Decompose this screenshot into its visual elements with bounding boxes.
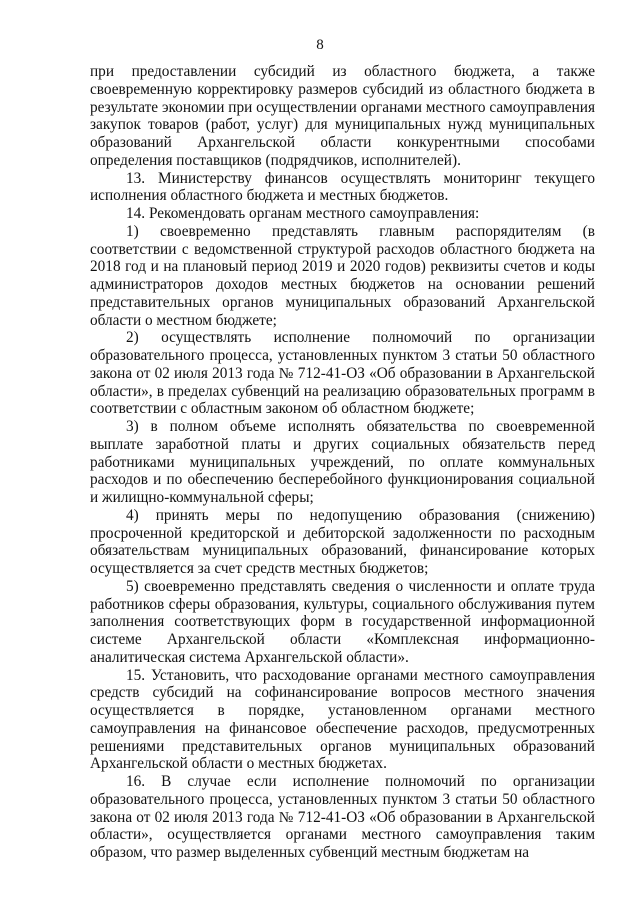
paragraph-subitem-1: 1) своевременно представлять главным распорядителям (в соответствии с ведомственной структурой расходов областного бюджета на 2018 год и на плановый период 2019 и 2020 годов) реквизиты счетов и коды администраторов доходов местных бюджетов на основании решений представительных органов муниципальных образований Архангельской области о местном бюджете;	[90, 222, 595, 329]
paragraph-subitem-3: 3) в полном объеме исполнять обязательства по своевременной выплате заработной платы и других социальных обязательств перед работниками муниципальных учреждений, по оплате коммунальных расходов и по обеспечению бесперебойного функционирования социальной и жилищно-коммунальной сферы;	[90, 418, 595, 506]
paragraph-item-13: 13. Министерству финансов осуществлять мониторинг текущего исполнения областного бюджета и местных бюджетов.	[90, 169, 595, 205]
page-number: 8	[316, 37, 324, 53]
paragraph-item-14: 14. Рекомендовать органам местного самоуправления:	[126, 205, 480, 222]
paragraph-continuation: при предоставлении субсидий из областного бюджета, а также своевременную корректировку размеров субсидий из областного бюджета в результате экономии при осуществлении органами местного самоуправления закупок товаров (работ, услуг) для муниципальных нужд муниципальных образований Архангельской области конкурентными способами определения поставщиков (подрядчиков, исполнителей).	[90, 63, 595, 169]
paragraph-item-16: 16. В случае если исполнение полномочий по организации образовательного процесса, установленных пунктом 3 статьи 50 областного закона от 02 июля 2013 года № 712-41-ОЗ «Об образовании в Архангельской области», осуществляется органами местного самоуправления таким образом, что размер выделенных субвенций местным бюджетам на	[90, 773, 595, 861]
paragraph-subitem-5: 5) своевременно представлять сведения о численности и оплате труда работников сферы образования, культуры, социального обслуживания путем заполнения соответствующих форм в государственной информационной системе Архангельской области «Комплексная информационно-аналитическая система Архангельской области».	[90, 577, 595, 666]
paragraph-item-15: 15. Установить, что расходование органами местного самоуправления средств субсидий на софинансирование вопросов местного значения осуществляется в порядке, установленном органами местного самоуправления на финансовое обеспечение расходов, предусмотренных решениями представительных органов муниципальных образований Архангельской области о местных бюджетах.	[90, 666, 595, 773]
document-body	[90, 63, 595, 862]
paragraph-subitem-4: 4) принять меры по недопущению образования (снижению) просроченной кредиторской и дебиторской задолженности по расходным обязательствам муниципальных образований, финансирование которых осуществляется за счет средств местных бюджетов;	[90, 506, 595, 577]
paragraph-subitem-2: 2) осуществлять исполнение полномочий по организации образовательного процесса, установленных пунктом 3 статьи 50 областного закона от 02 июля 2013 года № 712-41-ОЗ «Об образовании в Архангельской области», в пределах субвенций на реализацию образовательных программ в соответствии с областным законом об областном бюджете;	[90, 329, 595, 418]
